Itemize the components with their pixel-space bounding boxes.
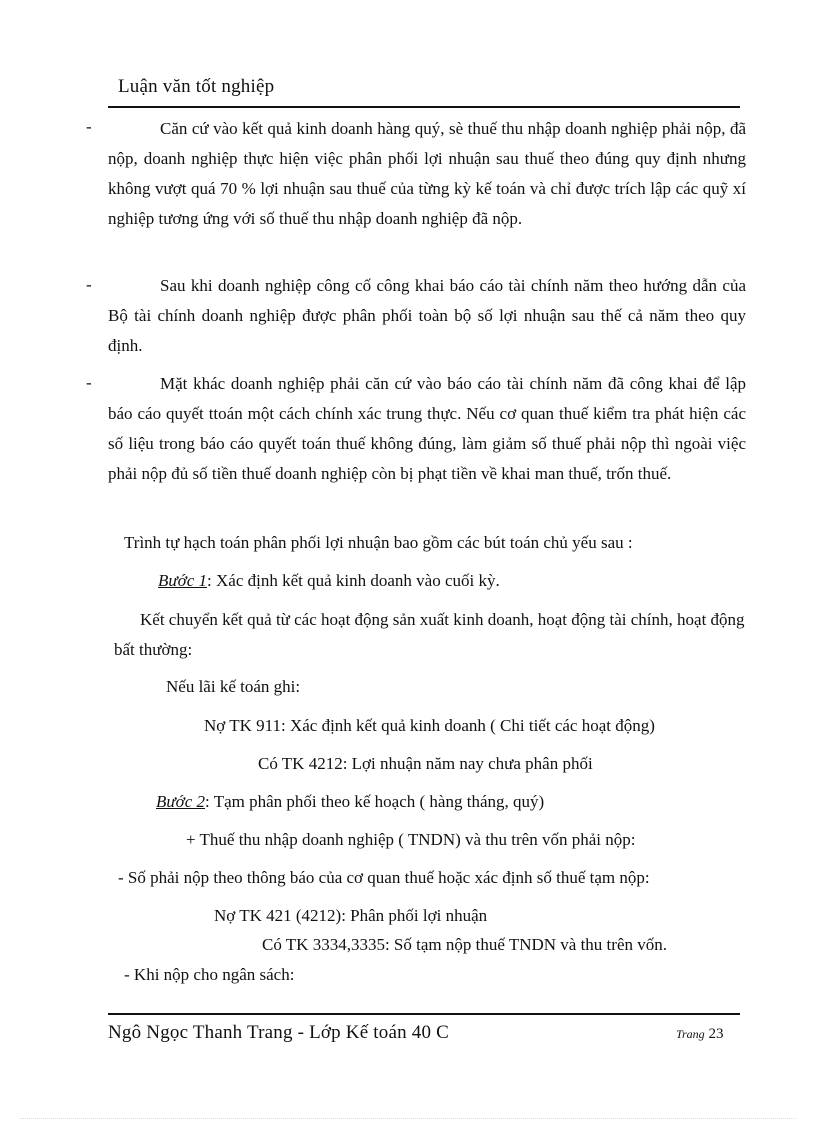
payable-line: - Số phải nộp theo thông báo của cơ quan thuế hoặc xác định số thuế tạm nộp: xyxy=(118,868,650,887)
debit-911-entry: Nợ TK 911: Xác định kết quả kinh doanh ( Chi tiết các hoạt động) xyxy=(204,716,655,735)
page-word: Trang xyxy=(676,1027,705,1041)
tax-line: + Thuế thu nhập doanh nghiệp ( TNDN) và thu trên vốn phải nộp: xyxy=(186,830,636,849)
bullet-dash: - xyxy=(86,373,92,392)
step-1-line xyxy=(158,566,500,596)
budget-line: - Khi nộp cho ngân sách: xyxy=(124,965,295,984)
paragraph-3 xyxy=(108,369,746,489)
bullet-dash: - xyxy=(86,275,92,294)
paragraph-3-text: Mặt khác doanh nghiệp phải căn cứ vào báo cáo tài chính năm đã công khai để lập báo cáo quyết ttoán một cách chính xác trung thực. Nếu cơ quan thuế kiểm tra phát hiện các số liệu trong báo cáo quyết toán thuế không đúng, làm giảm số thuế phải nộp thì ngoài việc phải nộp đủ số tiền thuế doanh nghiệp còn bị phạt tiền về khai man thuế, trốn thuế. xyxy=(108,374,746,483)
debit-421-entry: Nợ TK 421 (4212): Phân phối lợi nhuận xyxy=(214,906,488,925)
paragraph-1-text: Căn cứ vào kết quả kinh doanh hàng quý, sè thuế thu nhập doanh nghiệp phải nộp, đã nộp, doanh nghiệp thực hiện việc phân phối lợi nhuận sau thuế theo đúng quy định nhưng không vượt quá 70 % lợi nhuận sau thuế của từng kỳ kế toán và chỉ được trích lập các quỹ xí nghiệp tương ứng với số thuế thu nhập doanh nghiệp đã nộp. xyxy=(108,119,746,228)
footer-author: Ngô Ngọc Thanh Trang - Lớp Kế toán 40 C xyxy=(108,1022,449,1043)
step-2-label: Bước 2 xyxy=(156,792,206,811)
page-bottom-divider xyxy=(20,1118,796,1119)
page-number: 23 xyxy=(708,1026,724,1042)
paragraph-2-text: Sau khi doanh nghiệp công cố công khai báo cáo tài chính năm theo hướng dẫn của Bộ tài chính doanh nghiệp được phân phối toàn bộ số lợi nhuận sau thế cả năm theo quy định. xyxy=(108,276,746,355)
header-rule xyxy=(108,106,740,108)
paragraph-1 xyxy=(108,114,746,234)
intro-line: Trình tự hạch toán phân phối lợi nhuận bao gồm các bút toán chủ yếu sau : xyxy=(124,533,633,552)
step-2-text: : Tạm phân phối theo kế hoạch ( hàng tháng, quý) xyxy=(205,792,545,811)
transfer-paragraph: Kết chuyển kết quả từ các hoạt động sản xuất kinh doanh, hoạt động tài chính, hoạt động bất thường: xyxy=(114,610,745,659)
footer-page-number xyxy=(676,1026,723,1043)
step-2-line xyxy=(156,787,544,817)
credit-4212-entry: Có TK 4212: Lợi nhuận năm nay chưa phân phối xyxy=(258,754,593,773)
bullet-dash: - xyxy=(86,117,92,136)
footer-rule xyxy=(108,1013,740,1015)
if-profit-line: Nếu lãi kế toán ghi: xyxy=(166,677,301,696)
credit-3334-entry: Có TK 3334,3335: Số tạm nộp thuế TNDN và thu trên vốn. xyxy=(262,935,667,954)
paragraph-2 xyxy=(108,271,746,361)
step-1-label: Bước 1 xyxy=(158,571,208,590)
step-1-text: : Xác định kết quả kinh doanh vào cuối kỳ. xyxy=(207,571,500,590)
page-header-title: Luận văn tốt nghiệp xyxy=(118,76,275,97)
